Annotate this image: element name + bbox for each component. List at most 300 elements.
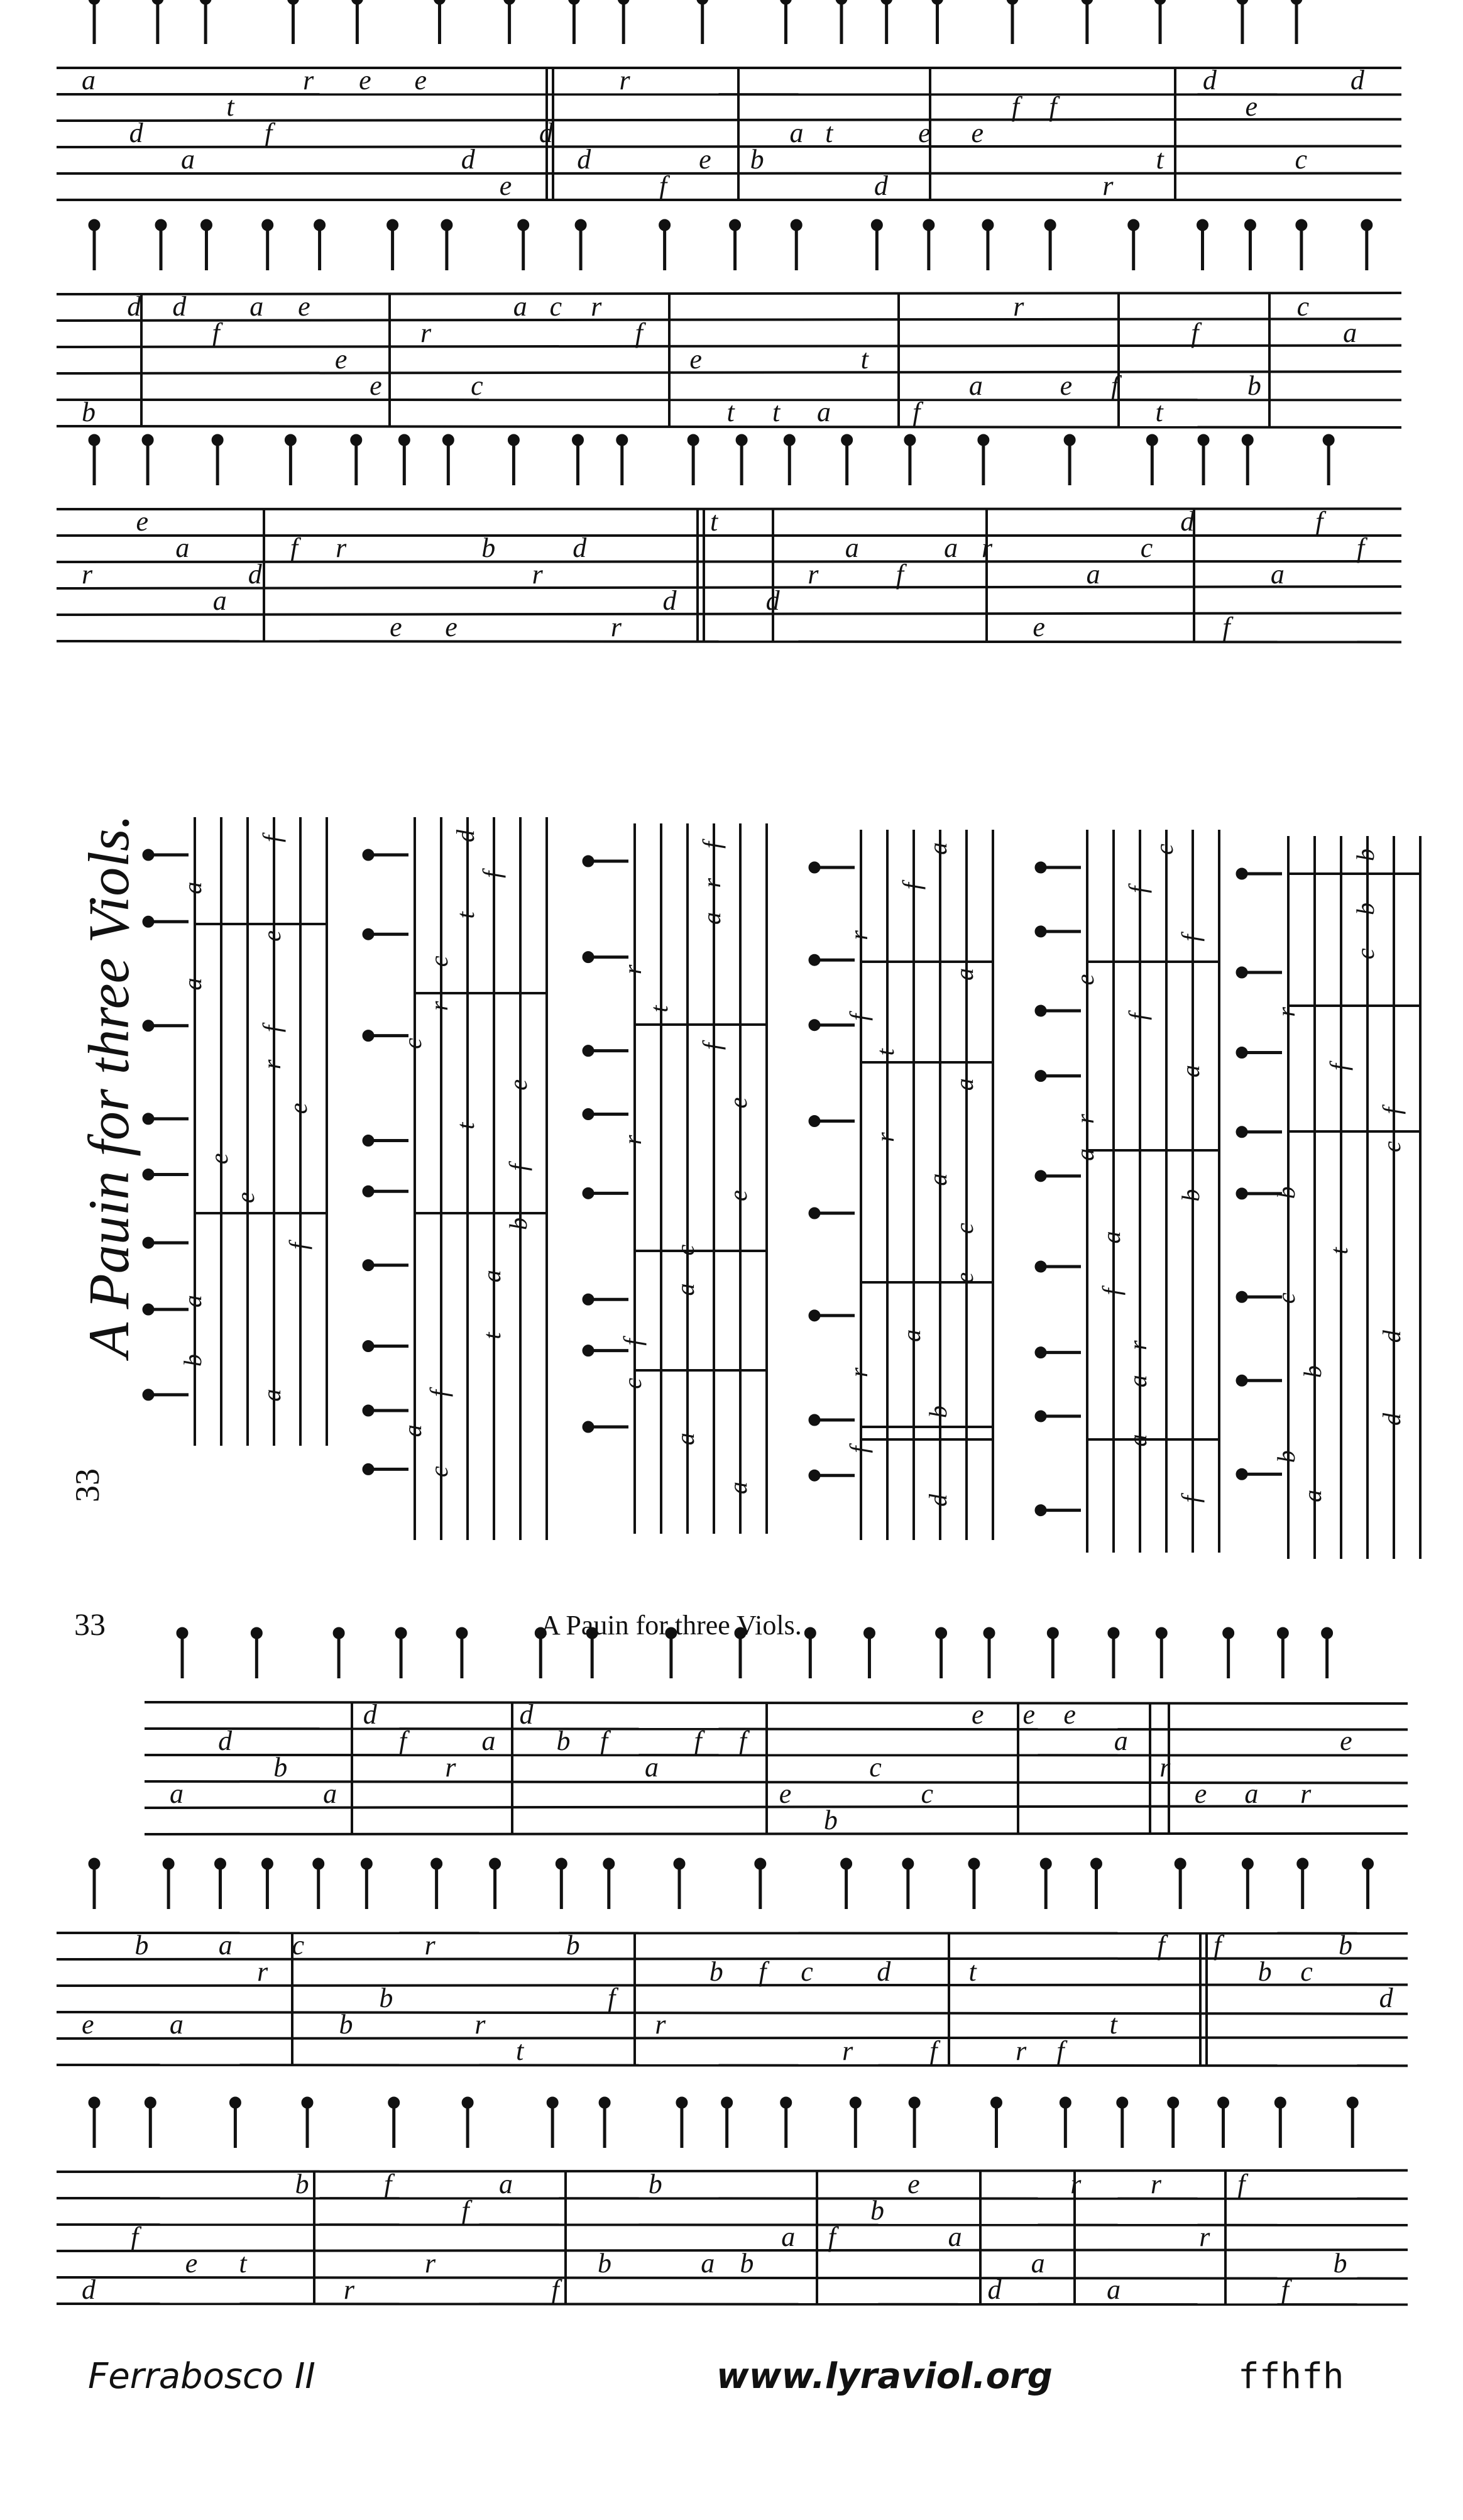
tab-letter: r (425, 1001, 453, 1011)
rhythm-notehead (616, 434, 628, 446)
rhythm-notehead (177, 1627, 188, 1639)
tab-letter: f (1097, 1288, 1126, 1296)
tab-letter: r (610, 612, 622, 642)
tab-letter: e (724, 1190, 752, 1201)
tab-letter: e (334, 344, 348, 375)
rhythm-notehead (89, 434, 100, 446)
tab-letter: r (257, 1956, 268, 1987)
tab-letter: a (1071, 1148, 1099, 1161)
tab-letter: t (515, 2035, 524, 2066)
staff-line (57, 1933, 1408, 1934)
rhythm-notehead (229, 2097, 241, 2108)
tab-letter: b (750, 144, 764, 175)
rhythm-notehead (1154, 0, 1166, 4)
tab-letter: a (178, 977, 207, 991)
rhythm-notehead (863, 1627, 875, 1639)
rhythm-notehead (1035, 862, 1046, 873)
rhythm-notehead (351, 434, 362, 446)
tab-letter: f (1378, 1107, 1406, 1114)
tab-letter: b (1247, 370, 1261, 401)
rhythm-notehead (363, 1260, 374, 1271)
tab-letter: t (239, 2248, 247, 2279)
tab-letter: b (481, 532, 496, 563)
rhythm-notehead (363, 849, 374, 861)
rhythm-notehead (287, 0, 299, 4)
tab-letter: f (504, 1164, 532, 1171)
tab-letter: a (781, 2221, 796, 2252)
rhythm-notehead (1035, 1411, 1046, 1422)
tab-letter: t (871, 1048, 899, 1056)
rhythm-notehead (1035, 1170, 1046, 1182)
rhythm-notehead (931, 0, 943, 4)
tab-letter: b (740, 2248, 754, 2279)
tab-letter: r (343, 2274, 355, 2305)
rhythm-notehead (575, 219, 586, 231)
tab-letter: a (1298, 1489, 1327, 1502)
tab-letter: a (218, 1930, 233, 1961)
tab-letter: d (1379, 1983, 1393, 2013)
tab-letter: a (924, 842, 952, 855)
rhythm-notehead (1296, 219, 1307, 231)
tab-letter: b (924, 1405, 952, 1418)
tab-letter: f (264, 118, 273, 148)
tab-letter: a (944, 532, 958, 563)
tab-letter: c (921, 1778, 934, 1809)
tab-letter: f (845, 1446, 873, 1453)
rhythm-notehead (978, 434, 989, 446)
tab-letter: f (1056, 2035, 1065, 2066)
rhythm-notehead (363, 1405, 374, 1416)
tab-letter: t (1155, 397, 1163, 427)
rhythm-notehead (1218, 2097, 1229, 2108)
tab-letter: e (1063, 1699, 1076, 1730)
rhythm-notehead (1156, 1627, 1167, 1639)
tab-letter: f (1049, 91, 1057, 122)
tab-letter: t (645, 1005, 673, 1013)
tab-letter: e (1022, 1699, 1036, 1730)
tab-letter: e (972, 1699, 984, 1730)
tab-letter: a (249, 291, 264, 322)
tab-letter: b (1333, 2248, 1347, 2279)
rhythm-notehead (456, 1627, 468, 1639)
tab-letter: t (478, 1332, 506, 1340)
rhythm-notehead (1035, 926, 1046, 937)
tab-letter: e (689, 344, 702, 375)
bar-lines (141, 68, 1420, 2304)
tab-letter: r (871, 1132, 899, 1142)
rhythm-notehead (603, 1858, 615, 1869)
tab-letter: r (618, 964, 647, 975)
tab-letter: a (323, 1778, 337, 1809)
tab-letter: f (1124, 1013, 1152, 1020)
rhythm-notehead (841, 434, 853, 446)
rhythm-notehead (262, 219, 273, 231)
tab-letter: r (591, 291, 602, 322)
tab-letter: c (1295, 144, 1307, 175)
tab-letter: d (662, 585, 677, 616)
tab-letter: d (129, 118, 143, 148)
tab-letter: e (918, 118, 931, 148)
tab-letter: b (1351, 849, 1379, 861)
tab-letter: r (618, 1135, 647, 1145)
rhythm-notehead (1322, 1627, 1333, 1639)
tab-letter: a (1124, 1434, 1152, 1447)
tab-letter: f (1176, 1495, 1205, 1503)
rhythm-notehead (688, 434, 699, 446)
composer-name: Ferrabosco II (88, 2356, 315, 2397)
tab-letter: r (982, 532, 993, 563)
rhythm-notehead (1175, 1858, 1186, 1869)
tab-letter: e (1245, 91, 1258, 122)
tab-letter: a (178, 881, 207, 894)
rhythm-notehead (442, 434, 454, 446)
tab-letter: a (1244, 1778, 1259, 1809)
tab-letter: a (481, 1725, 496, 1756)
rhythm-notehead (1237, 0, 1248, 4)
rhythm-notehead (387, 219, 398, 231)
rhythm-notehead (968, 1858, 980, 1869)
rhythm-notehead (923, 219, 934, 231)
tab-letter: b (1258, 1956, 1272, 1987)
tab-letter: t (1325, 1247, 1353, 1255)
rhythm-notehead (659, 219, 671, 231)
rhythm-notehead (984, 1627, 995, 1639)
tab-letter: f (694, 1725, 702, 1756)
tab-letter: a (698, 912, 726, 925)
rhythm-notehead (212, 434, 223, 446)
rhythm-notehead (809, 1208, 820, 1219)
tab-letter: f (828, 2221, 836, 2252)
staff-line (57, 2277, 1408, 2279)
tab-letter: a (950, 1078, 978, 1091)
tab-letter: b (1339, 1930, 1353, 1961)
rhythm-notehead (351, 0, 363, 4)
rhythm-notehead (145, 2097, 156, 2108)
rhythm-notehead (982, 219, 994, 231)
rhythm-notehead (809, 1020, 820, 1031)
rhythm-notehead (363, 1135, 374, 1147)
tab-letter: r (258, 1059, 286, 1070)
tuning-label: ffhfh (1238, 2356, 1344, 2397)
tab-letter: t (968, 1956, 977, 1987)
tab-letter: e (1033, 612, 1045, 642)
rotated-page-number: 33 (68, 1468, 106, 1502)
tab-letter: f (551, 2274, 559, 2305)
tab-letter: r (424, 2248, 436, 2279)
rhythm-notehead (809, 954, 820, 966)
tab-letter: r (842, 2035, 853, 2066)
tab-letter: b (1298, 1365, 1327, 1378)
rhythm-notehead (1223, 1627, 1234, 1639)
tab-letter: t (226, 91, 234, 122)
rhythm-notehead (314, 219, 326, 231)
staff-line (57, 641, 1401, 642)
rhythm-notehead (89, 1858, 100, 1869)
tab-letter: f (290, 532, 299, 563)
tab-letter: a (644, 1752, 659, 1783)
tab-letter: r (474, 2009, 486, 2040)
tab-letter: a (897, 1329, 926, 1342)
tab-letter: b (178, 1354, 207, 1367)
rhythm-notehead (155, 219, 167, 231)
rhythm-notehead (504, 0, 515, 4)
tab-letter: f (258, 835, 286, 842)
tab-letter: c (549, 291, 562, 322)
rhythm-notehead (1277, 1627, 1288, 1639)
tab-letter: c (950, 1223, 978, 1235)
rhythm-notehead (1090, 1858, 1102, 1869)
rhythm-notehead (313, 1858, 324, 1869)
tab-letter: a (1270, 559, 1285, 590)
rhythm-notehead (809, 1310, 820, 1321)
rhythm-notehead (1236, 1468, 1247, 1480)
tab-letter: b (504, 1217, 532, 1230)
tab-letter: b (379, 1983, 393, 2013)
tab-letter: r (1013, 291, 1024, 322)
tab-letter: f (1315, 506, 1323, 537)
tab-letter: a (1176, 1065, 1205, 1078)
rhythm-notehead (791, 219, 802, 231)
page-number: 33 (74, 1607, 106, 1642)
tab-letter: e (907, 2169, 920, 2199)
tab-letter: a (724, 1482, 752, 1495)
tab-letter: c (425, 955, 453, 967)
tab-letter: r (698, 878, 726, 888)
rhythm-notehead (462, 2097, 473, 2108)
rhythm-notehead (261, 1858, 273, 1869)
tab-letter: r (1124, 1340, 1152, 1351)
tab-letter: d (987, 2274, 1002, 2305)
tab-letter: r (532, 559, 543, 590)
rhythm-notehead (143, 1389, 154, 1400)
tab-letter: a (789, 118, 804, 148)
rhythm-notehead (1362, 1858, 1374, 1869)
tab-letter: f (1157, 1930, 1165, 1961)
tab-letter: a (178, 1295, 207, 1308)
tab-letter: e (82, 2009, 94, 2040)
rhythm-notehead (388, 2097, 400, 2108)
tab-letter: f (635, 317, 643, 348)
tab-letter: a (1114, 1725, 1128, 1756)
rhythm-notehead (1128, 219, 1139, 231)
piece-title: A Pauin for three Viols. (540, 1610, 802, 1641)
rhythm-notehead (1244, 219, 1256, 231)
rhythm-notehead (697, 0, 708, 4)
rhythm-notehead (1060, 2097, 1071, 2108)
tab-letter: e (359, 65, 371, 96)
rhythm-notehead (1035, 1347, 1046, 1358)
rhythm-notehead (1236, 868, 1247, 879)
rhythm-notehead (1047, 1627, 1058, 1639)
staff-line (145, 1729, 1408, 1730)
tab-letter: b (648, 2169, 662, 2199)
rhythm-notehead (1035, 1005, 1046, 1016)
rhythm-notehead (1035, 1070, 1046, 1082)
rhythm-notehead (285, 434, 296, 446)
tab-letter: t (451, 911, 479, 919)
tab-letter: e (1060, 370, 1073, 401)
rhythm-notehead (143, 1169, 154, 1180)
tab-letter: b (339, 2009, 353, 2040)
rhythm-notehead (721, 2097, 733, 2108)
tab-letter: a (968, 370, 983, 401)
rhythm-notehead (518, 219, 529, 231)
tab-letter: t (726, 397, 735, 427)
rhythm-notehead (1242, 1858, 1253, 1869)
rhythm-notehead (302, 2097, 313, 2108)
tab-letter: a (478, 1270, 507, 1283)
tab-letter: b (1272, 1450, 1300, 1463)
rhythm-notehead (990, 2097, 1002, 2108)
rhythm-notehead (143, 1304, 154, 1315)
rhythm-notehead (618, 0, 629, 4)
tab-letter: b (566, 1930, 580, 1961)
tab-letter: d (1378, 1413, 1406, 1426)
tab-letter: f (1176, 934, 1205, 942)
rhythm-notehead (508, 434, 519, 446)
tab-letter: t (860, 344, 868, 375)
tab-letter: c (1351, 948, 1379, 960)
tab-letter: d (519, 1699, 534, 1730)
rhythm-notehead (1117, 2097, 1128, 2108)
rhythm-notehead (398, 434, 410, 446)
rhythm-notehead (1082, 0, 1093, 4)
rhythm-notehead (143, 916, 154, 927)
rhythm-notehead (89, 0, 100, 4)
rhythm-notehead (583, 1045, 594, 1057)
rhythm-notehead (1347, 2097, 1358, 2108)
tab-letter: e (724, 1097, 752, 1109)
rhythm-notehead (1291, 0, 1302, 4)
tab-letter: d (451, 830, 479, 842)
tab-letter: f (1214, 1930, 1222, 1961)
rhythm-notehead (1236, 1291, 1247, 1302)
rhythm-notehead (583, 1108, 594, 1120)
tab-letter: f (478, 871, 506, 878)
rhythm-notehead (441, 219, 452, 231)
tab-letter: r (1300, 1778, 1312, 1809)
tab-letter: f (618, 1338, 647, 1346)
rhythm-notehead (1197, 219, 1208, 231)
rhythm-notehead (1236, 1047, 1247, 1059)
tab-letter: e (136, 506, 149, 537)
tab-letter: r (845, 930, 873, 940)
tab-letter: c (1140, 532, 1153, 563)
tab-letter: f (212, 317, 220, 348)
rhythm-notehead (599, 2097, 610, 2108)
tab-letter: a (513, 291, 527, 322)
rhythm-notehead (881, 0, 892, 4)
rhythm-notehead (1198, 434, 1209, 446)
tab-letter: a (170, 1778, 184, 1809)
tab-letter: c (801, 1956, 813, 1987)
tab-letter: b (709, 1956, 723, 1987)
tab-letter: f (897, 883, 926, 890)
tab-letter: d (218, 1725, 233, 1756)
rhythm-notehead (363, 1030, 374, 1042)
tab-letter: f (896, 559, 904, 590)
rhythm-notehead (809, 1414, 820, 1426)
rhythm-notehead (214, 1858, 226, 1869)
tab-letter: e (779, 1778, 792, 1809)
rhythm-notehead (490, 1858, 501, 1869)
tab-letter: d (461, 144, 475, 175)
rhythm-notehead (556, 1858, 567, 1869)
tab-letter: b (134, 1930, 149, 1961)
rhythm-notehead (809, 1470, 820, 1481)
rhythm-notehead (736, 434, 747, 446)
rhythm-notehead (163, 1858, 174, 1869)
rhythm-notehead (784, 434, 795, 446)
tab-letter: c (1272, 1292, 1300, 1304)
rhythm-notehead (1035, 1261, 1046, 1272)
tab-letter: a (398, 1424, 427, 1438)
tab-letter: t (1109, 2009, 1117, 2040)
tab-letter: t (710, 506, 718, 537)
tab-letter: r (1102, 170, 1114, 201)
tab-letter: b (295, 2169, 309, 2199)
tab-letter: e (445, 612, 458, 642)
staff-line (57, 2037, 1408, 2039)
staff-line (57, 2171, 1408, 2172)
rhythm-notehead (871, 219, 882, 231)
tab-letter: d (1350, 65, 1364, 96)
rhythm-notehead (583, 1421, 594, 1433)
rhythm-notehead (730, 219, 741, 231)
tab-letter: e (414, 65, 427, 96)
rhythm-notehead (1361, 219, 1373, 231)
tab-letter: e (971, 118, 984, 148)
tab-letter: c (671, 1244, 699, 1256)
tab-letter: r (808, 559, 819, 590)
tab-letter: f (1356, 532, 1365, 563)
tab-letter: c (1296, 291, 1310, 322)
tab-letter: a (701, 2248, 715, 2279)
tab-letter: c (425, 1466, 453, 1478)
rhythm-notehead (1168, 2097, 1179, 2108)
tab-letter: c (618, 1377, 647, 1389)
tab-letter: e (699, 144, 711, 175)
tab-letter: d (765, 585, 780, 616)
rhythm-notehead (200, 0, 211, 4)
tab-letter: d (573, 532, 587, 563)
tab-letter: r (336, 532, 347, 563)
staff-line (57, 146, 1401, 147)
rhythm-notehead (674, 1858, 685, 1869)
rhythm-notehead (363, 928, 374, 940)
staff-line (145, 1702, 1408, 1703)
tab-letter: a (845, 532, 859, 563)
tab-letter: f (1124, 886, 1152, 893)
tab-letter: r (1070, 2169, 1082, 2199)
tab-letter: a (258, 1389, 286, 1402)
tab-letter: f (425, 1390, 453, 1397)
tab-letter: a (950, 968, 978, 981)
tab-letter: r (1272, 1006, 1300, 1017)
tab-letter: e (499, 170, 512, 201)
tab-letter: d (539, 118, 553, 148)
tab-letter: b (823, 1805, 838, 1835)
tab-letter: c (292, 1930, 305, 1961)
tab-letter: d (577, 144, 591, 175)
tab-letter: b (598, 2248, 612, 2279)
tab-letter: e (1071, 974, 1099, 986)
staff-line (57, 119, 1401, 121)
rhythm-notehead (143, 849, 154, 861)
tab-letter: d (1378, 1330, 1406, 1343)
tab-letter: t (825, 118, 833, 148)
rhythm-notehead (904, 434, 916, 446)
